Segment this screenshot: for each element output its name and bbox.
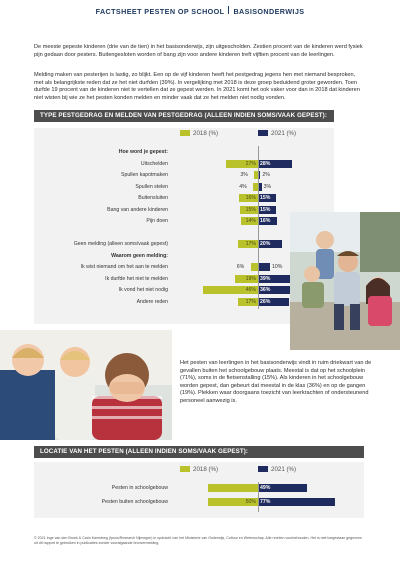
chart-row-label: Ik vond het niet nodig bbox=[118, 287, 168, 293]
bar-2018: 15% bbox=[240, 206, 258, 214]
bar-2021: 20% bbox=[258, 240, 282, 248]
chart-row-label: Bang van andere kinderen bbox=[107, 206, 168, 213]
chart-row-label: Spullen stelen bbox=[135, 183, 168, 190]
header-subtitle: BASISONDERWIJS bbox=[233, 7, 305, 16]
intro-paragraph-1: De meeste gepeste kinderen (drie van de tien) in het basisonderwijs, zijn uitgescholden. Zestien procent van de kinderen werd fysiek pijn gedaan door pesters. Buitengesloten worden of bang zijn voor andere kinderen treft vijftien procent van de leerlingen. bbox=[34, 44, 363, 58]
bar-2021: 26% bbox=[258, 298, 289, 306]
bar-2021: 77% bbox=[258, 498, 335, 506]
header-title: FACTSHEET PESTEN OP SCHOOL bbox=[95, 7, 225, 16]
chart1-legend-2021: 2021 (%) bbox=[258, 130, 296, 137]
intro-paragraph-2: Melding maken van pesterijen is lastig, zo blijkt. Een op de vijf kinderen heeft het pestgedrag jegens hen met niemand besproken, met als belangrijkste reden dat ze het niet durfden (39%). In vergelijking met 2018 is deze groep beduidend groter geworden. Toen durfde 19 procent van de kinderen niet te vertellen dat ze gepest werden. In 2021 komt het ook vaker voor dan in 2018 dat kinderen niet wisten bij wie ze het pesten konden melden en minder vaak dat ze het melden niet nodig vonden. bbox=[34, 72, 360, 101]
bar-2018 bbox=[208, 484, 258, 492]
value-2021: 2% bbox=[262, 172, 270, 178]
value-2021: 10% bbox=[272, 264, 283, 270]
bar-2021: 36% bbox=[258, 286, 301, 294]
bar-2021: 15% bbox=[258, 206, 276, 214]
value-2018: 3% bbox=[240, 172, 248, 178]
page-header bbox=[0, 0, 400, 24]
value-2021: 3% bbox=[263, 183, 272, 190]
bar-2018 bbox=[251, 263, 258, 271]
chart2-legend-2018: 2018 (%) bbox=[180, 466, 218, 473]
chart-row-label: Spullen kapotmaken bbox=[120, 172, 168, 178]
chart2-legend-2021: 2021 (%) bbox=[258, 466, 296, 473]
bar-2018: 17% bbox=[238, 298, 258, 306]
chart1-title: TYPE PESTGEDRAG EN MELDEN VAN PESTGEDRAG (ALLEEN INDIEN SOMS/VAAK GEPEST): bbox=[34, 110, 334, 122]
chart2-title: LOCATIE VAN HET PESTEN (ALLEEN INDIEN SOMS/VAAK GEPEST): bbox=[34, 446, 364, 458]
value-2018: 6% bbox=[236, 264, 245, 270]
bar-2018: 19% bbox=[235, 275, 258, 283]
bar-2021 bbox=[258, 263, 270, 271]
chart-row-label: Geen melding (alleen soms/vaak gepest) bbox=[73, 241, 168, 247]
legend2-swatch-2018 bbox=[180, 466, 190, 472]
chart-row-label: Pesten buiten schoolgebouw bbox=[101, 499, 168, 505]
header-divider bbox=[228, 6, 229, 14]
bar-2021: 16% bbox=[258, 217, 277, 225]
legend2-swatch-2021 bbox=[258, 466, 268, 472]
bar-2018: 17% bbox=[238, 240, 258, 248]
bar-2018: 50% bbox=[208, 498, 258, 506]
chart-row-label: Buitensluiten bbox=[138, 195, 168, 201]
value-2018: 4% bbox=[239, 183, 247, 190]
bar-2021: 49% bbox=[258, 484, 307, 492]
chart-row-label: Hoe word je gepest: bbox=[118, 149, 168, 155]
chart-row-label: Ik wist niemand om het aan te melden bbox=[80, 264, 168, 270]
footer-copyright: © 2021 Inge van den Broek & Carin Kamsteeg (Ipsos/Research Nijmegen) in opdracht van het Ministerie van Onderwijs, Cultuur en Wetenschap. Alle rechten voorbehouden. Het is niet toegestaan gegevens uit dit rapport te gebruiken in publicaties zonder voorafgaande bronvermelding. bbox=[34, 536, 362, 545]
bar-2018: 14% bbox=[241, 217, 258, 225]
bar-2021: 28% bbox=[258, 160, 292, 168]
chart-row-label: Ik durfde het niet te melden bbox=[105, 275, 168, 282]
bar-2021: 39% bbox=[258, 275, 305, 283]
legend-swatch-2021 bbox=[258, 130, 268, 136]
location-paragraph: Het pesten van leerlingen in het basisonderwijs vindt in ruim driekwart van de gevallen buiten het schoolgebouw plaats. Meestal is dat op het schoolplein (71%), soms in de fietsenstalling (15%). Als kinderen in het schoolgebouw worden gepest, dan gebeurt dat meestal in de klas (36%) en op de gangen (19%). Plekken waar doorgaans toezicht van leerkrachten of ondersteunend personeel aanwezig is. bbox=[180, 360, 372, 404]
chart-row-label: Waarom geen melding: bbox=[111, 252, 168, 259]
bar-2018: 27% bbox=[226, 160, 258, 168]
chart-center-axis bbox=[258, 146, 259, 309]
photo-kids-playground bbox=[290, 212, 400, 350]
bar-2018: 46% bbox=[203, 286, 258, 294]
photo-crying-boy bbox=[0, 330, 172, 440]
chart1-background bbox=[34, 128, 334, 324]
bar-2018: 16% bbox=[239, 194, 258, 202]
chart1-legend-2018: 2018 (%) bbox=[180, 130, 218, 137]
chart-row-label: Pijn doen bbox=[146, 218, 168, 224]
chart-row-label: Andere reden bbox=[136, 298, 168, 305]
chart-center-axis bbox=[258, 482, 259, 512]
chart-row-label: Pesten in schoolgebouw bbox=[111, 485, 168, 491]
legend-swatch-2018 bbox=[180, 130, 190, 136]
chart-row-label: Uitschelden bbox=[140, 160, 168, 167]
bar-2021: 15% bbox=[258, 194, 276, 202]
